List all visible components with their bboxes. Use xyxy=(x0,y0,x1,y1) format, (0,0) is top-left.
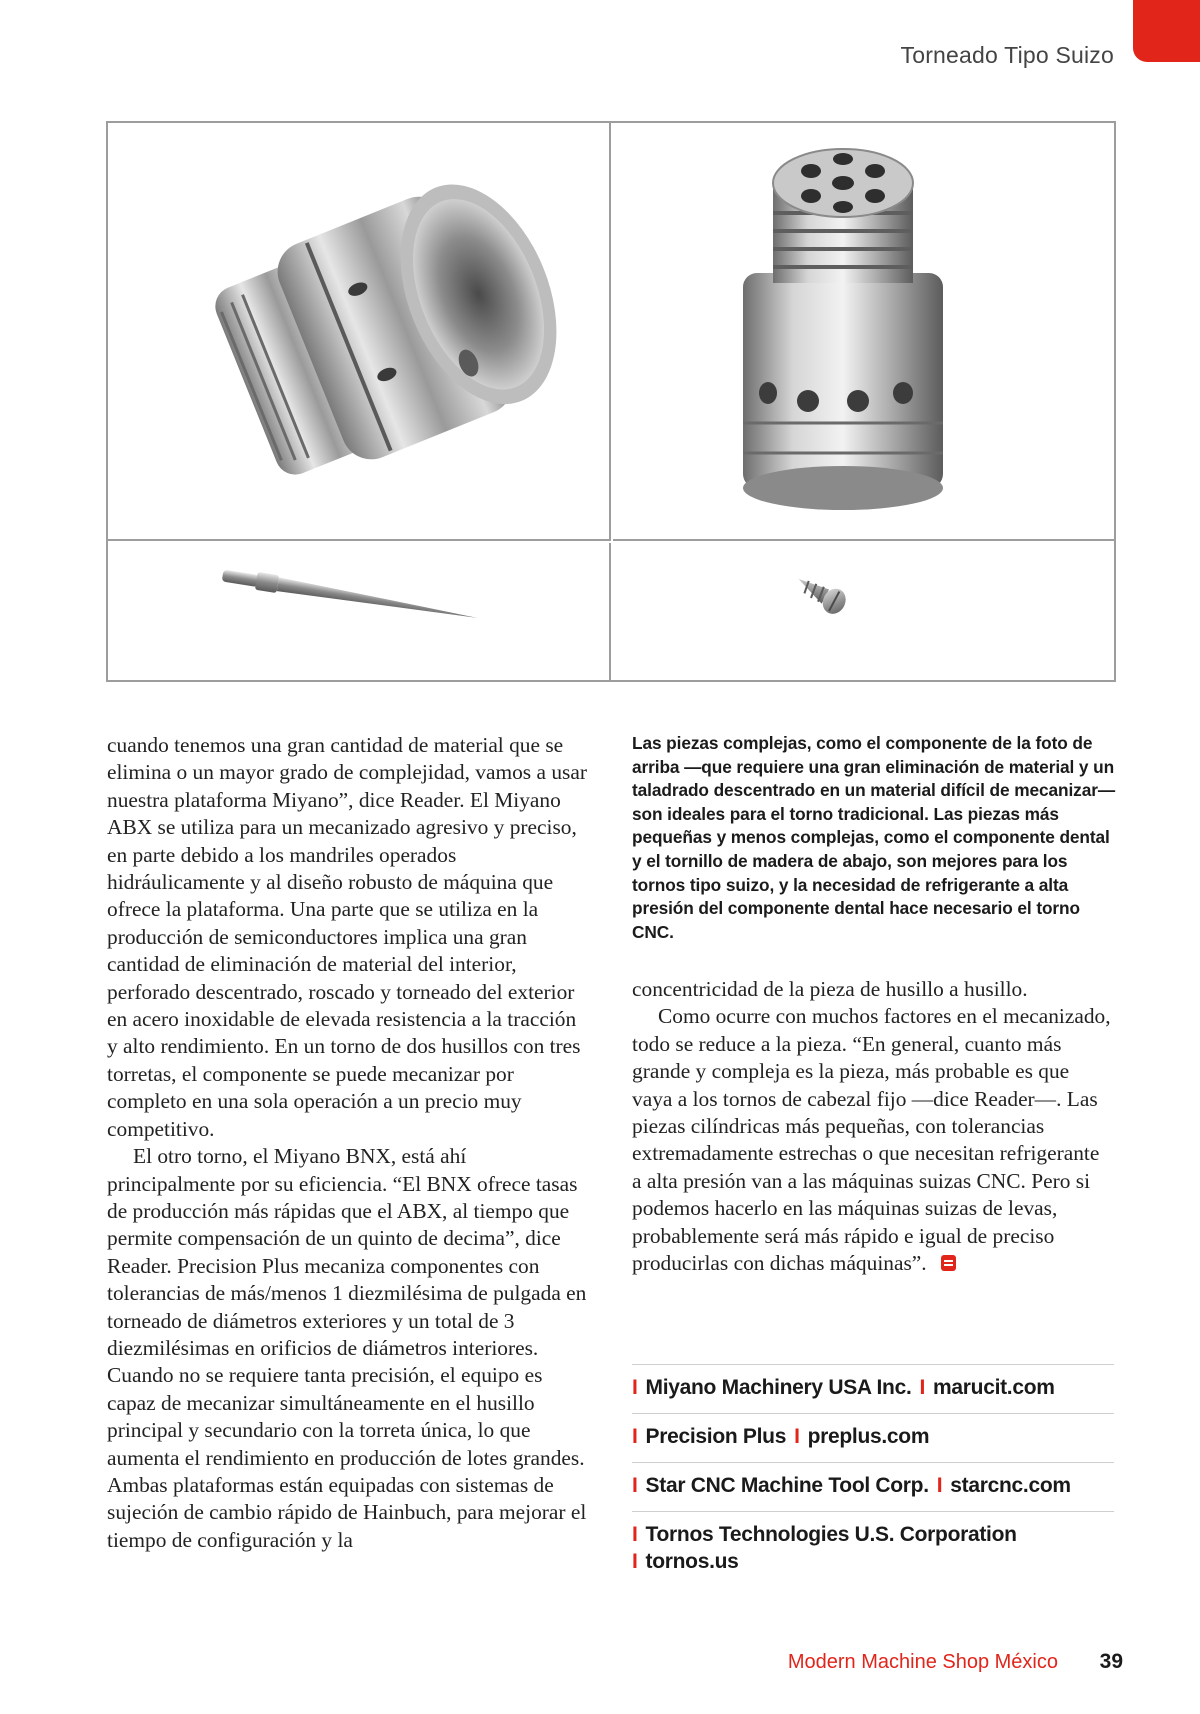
resource-company: Tornos Technologies U.S. Corporation xyxy=(645,1523,1017,1546)
resource-row xyxy=(632,1364,1114,1413)
resource-url[interactable]: tornos.us xyxy=(645,1550,739,1573)
section-title: Torneado Tipo Suizo xyxy=(900,42,1114,68)
publication-name: Modern Machine Shop México xyxy=(787,1651,1058,1673)
hollow-threaded-part-icon xyxy=(108,123,611,541)
photo-hollow-threaded-part xyxy=(108,123,611,541)
dental-pin-icon xyxy=(108,543,611,680)
right-paragraph-1: concentricidad de la pieza de husillo a husillo. xyxy=(632,977,1028,1001)
resource-bar-icon: I xyxy=(632,1550,638,1573)
article-end-icon xyxy=(941,1255,956,1271)
resource-company: Precision Plus xyxy=(645,1425,787,1448)
threaded-part-with-holes-icon xyxy=(613,123,1114,541)
photo-caption: Las piezas complejas, como el componente de la foto de arriba —que requiere una gran eliminación de material y un taladrado descentrado en un material difícil de mecanizar— son ideales para el torno tradicional. Las piezas más pequeñas y menos complejas, como el componente dental y el tornillo de madera de abajo, son mejores para los tornos tipo suizo, y la necesidad de refrigerante a alta presión del componente dental hace necesario el torno CNC. xyxy=(632,733,1116,942)
wood-screw-icon xyxy=(613,543,1114,680)
resources-list xyxy=(632,1364,1114,1587)
resource-url[interactable]: starcnc.com xyxy=(950,1474,1071,1497)
resource-company: Miyano Machinery USA Inc. xyxy=(645,1376,912,1399)
resource-row xyxy=(632,1511,1114,1587)
body-column-left xyxy=(107,732,587,1554)
photo-grid xyxy=(106,121,1116,682)
resource-bar-icon: I xyxy=(794,1425,800,1448)
resource-row xyxy=(632,1413,1114,1462)
resource-bar-icon: I xyxy=(936,1474,943,1497)
resource-company-line xyxy=(632,1521,1114,1548)
resource-url-line xyxy=(632,1548,1114,1575)
photo-dental-pin xyxy=(108,543,611,680)
resource-bar-icon: I xyxy=(919,1376,926,1399)
right-paragraph-2 xyxy=(632,1003,1112,1277)
body-column-right xyxy=(632,976,1112,1277)
left-paragraph-1: cuando tenemos una gran cantidad de material que se elimina o un mayor grado de complejidad, vamos a usar nuestra plataforma Miyano”, dice Reader. El Miyano ABX se utiliza para un mecanizado agresivo y preciso, en parte debido a los mandriles operados hidráulicamente y al diseño robusto de máquina que ofrece la plataforma. Una parte que se utiliza en la producción de semiconductores implica una gran cantidad de eliminación de material del interior, perforado descentrado, roscado y torneado del exterior en acero inoxidable de elevada resistencia a la tracción y alto rendimiento. En un torno de dos husillos con tres torretas, el componente se puede mecanizar por completo en una sola operación a un precio muy competitivo. xyxy=(107,733,587,1141)
photo-wood-screw xyxy=(613,543,1114,680)
resource-company: Star CNC Machine Tool Corp. xyxy=(645,1474,929,1497)
photo-threaded-part-with-holes xyxy=(613,123,1114,541)
left-paragraph-2: El otro torno, el Miyano BNX, está ahí principalmente por su eficiencia. “El BNX ofrece tasas de producción más rápidas que el ABX, al tiempo que permite compensación de un quinto de decima”, dice Reader. Precision Plus mecaniza componentes con tolerancias de más/menos 1 diezmilésima de pulgada en torneado de diámetros exteriores y un total de 3 diezmilésimas en orificios de diámetros interiores. Cuando no se requiere tanta precisión, el equipo es capaz de mecanizar simultáneamente en el husillo principal y secundario con la torreta única, lo que aumenta el rendimiento en producción de lotes grandes. Ambas plataformas están equipadas con sistemas de sujeción de cambio rápido de Hainbuch, para mejorar el tiempo de configuración y la xyxy=(107,1144,587,1552)
page-number: 39 xyxy=(1099,1650,1123,1673)
resource-url[interactable]: preplus.com xyxy=(807,1425,930,1448)
right-paragraph-2-text: Como ocurre con muchos factores en el mecanizado, todo se reduce a la pieza. “En general, cuanto más grande y compleja es la pieza, más probable es que vaya a los tornos de cabezal fijo —dice Reader—. Las piezas cilíndricas más pequeñas, con tolerancias extremadamente estrechas o que necesitan refrigerante a alta presión van a las máquinas suizas CNC. Pero si podemos hacerlo en las máquinas suizas de levas, probablemente será más rápido e igual de preciso producirlas con dichas máquinas”. xyxy=(632,1004,1111,1276)
resource-row xyxy=(632,1462,1114,1511)
section-color-tab xyxy=(1133,0,1200,62)
resource-bar-icon: I xyxy=(632,1474,638,1497)
resource-bar-icon: I xyxy=(632,1376,638,1399)
resource-bar-icon: I xyxy=(632,1523,638,1546)
resource-url[interactable]: marucit.com xyxy=(933,1376,1055,1399)
resource-bar-icon: I xyxy=(632,1425,638,1448)
